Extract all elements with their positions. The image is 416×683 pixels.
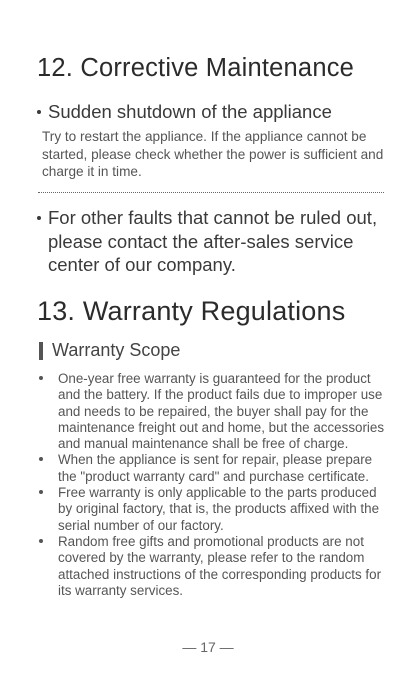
list-item-text: When the appliance is sent for repair, please prepare the "product warranty card" and purchase certificate. — [58, 452, 373, 484]
bullet-icon — [39, 490, 43, 494]
list-item-text: One-year free warranty is guaranteed for the product and the battery. If the product fails due to improper use and needs to be repaired, the buyer shall pay for the maintenance freight out and home, but the accessories and manual maintenance shall be free of charge. — [58, 371, 385, 452]
list-item — [37, 371, 385, 452]
bullet-icon — [37, 110, 41, 114]
bullet-icon — [39, 539, 43, 543]
list-item — [37, 452, 385, 485]
warranty-list — [37, 371, 385, 599]
list-item — [37, 485, 385, 534]
bullet-icon — [39, 376, 43, 380]
heading-bar-icon — [39, 342, 43, 360]
bullet-icon — [39, 457, 43, 461]
list-item-text: Random free gifts and promotional products are not covered by the warranty, please refer to the random attached instructions of the corresponding products for its warranty services. — [58, 533, 382, 598]
list-item-text: Free warranty is only applicable to the parts produced by original factory, that is, the products affixed with the serial number of our factory. — [58, 485, 380, 533]
sudden-shutdown-heading-text: Sudden shutdown of the appliance — [48, 101, 332, 122]
dotted-divider — [38, 192, 384, 193]
list-item — [37, 534, 385, 599]
sudden-shutdown-text: Try to restart the appliance. If the appliance cannot be started, please check whether the power is sufficient and charge it in time. — [42, 129, 384, 179]
warranty-scope-heading-text: Warranty Scope — [52, 340, 181, 360]
bullet-icon — [37, 216, 41, 220]
sudden-shutdown-heading — [37, 101, 332, 123]
section-13-title: 13. Warranty Regulations — [37, 296, 346, 326]
other-faults-item — [37, 206, 387, 277]
page-number: — 17 — — [182, 639, 234, 655]
warranty-scope-heading — [39, 340, 180, 361]
other-faults-text: For other faults that cannot be ruled out, please contact the after-sales service center of our company. — [48, 207, 378, 275]
section-12-title: 12. Corrective Maintenance — [37, 54, 355, 82]
